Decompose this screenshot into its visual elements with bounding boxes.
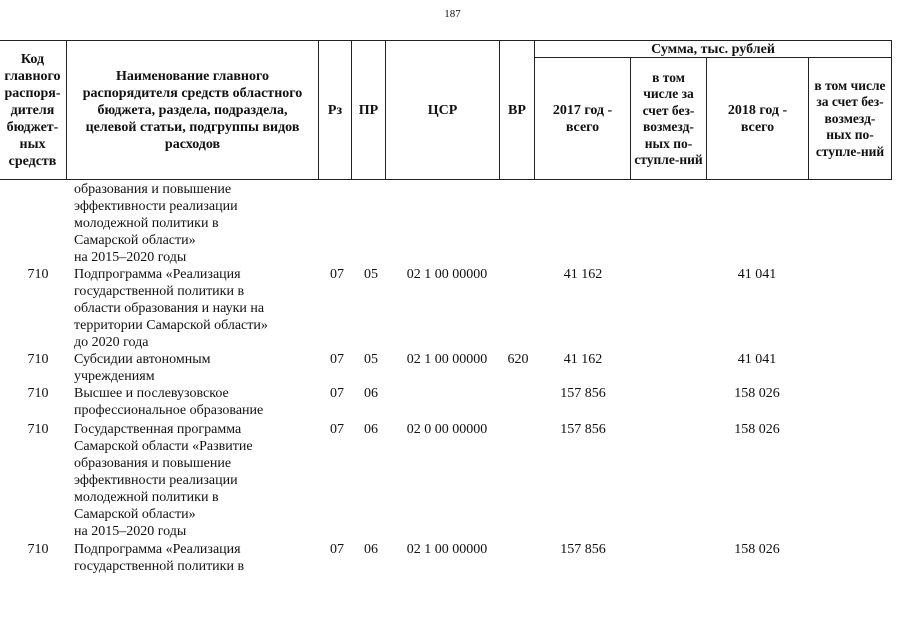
header-code (0, 40, 66, 180)
cell-name: образования и повышение эффективности реализации молодежной политики в Самарской области» на 2015–2020 годы (74, 182, 238, 265)
header-2017-total-text: 2017 год - всего (552, 103, 613, 135)
header-2018-gratuitous (808, 57, 892, 180)
cell-2017-total: 157 856 (560, 542, 606, 557)
header-2017-gratuitous (630, 57, 706, 180)
cell-code: 710 (27, 542, 49, 557)
page-number: 187 (444, 8, 461, 20)
cell-csr: 02 1 00 00000 (406, 352, 488, 367)
cell-2018-total: 41 041 (737, 352, 777, 367)
cell-rz: 07 (330, 422, 344, 437)
cell-vr: 620 (507, 352, 529, 367)
table-header (0, 40, 892, 180)
cell-pr: 05 (364, 352, 378, 367)
header-name-text: Наименование главного распорядителя средств областного бюджета, раздела, подраздела, целевой статьи, подгруппы видов расходов (82, 69, 303, 152)
cell-code: 710 (27, 422, 49, 437)
cell-csr: 02 1 00 00000 (406, 267, 488, 282)
cell-pr: 06 (364, 542, 378, 557)
header-vr-text: ВР (508, 103, 526, 118)
cell-pr: 06 (364, 422, 378, 437)
header-name (66, 40, 318, 180)
cell-name: Подпрограмма «Реализация государственной политики в (74, 542, 245, 574)
header-2018-total (706, 57, 808, 180)
header-rz (318, 40, 351, 180)
header-2017-gratuitous-text: в том числе за счет без-возмезд-ных по-ступле-ний (634, 69, 703, 167)
cell-2018-total: 41 041 (737, 267, 777, 282)
cell-csr: 02 1 00 00000 (406, 542, 488, 557)
cell-rz: 07 (330, 386, 344, 401)
cell-csr: 02 0 00 00000 (406, 422, 488, 437)
header-csr-text: ЦСР (427, 103, 458, 118)
cell-2017-total: 157 856 (560, 422, 606, 437)
header-pr (351, 40, 385, 180)
cell-code: 710 (27, 386, 49, 401)
header-pr-text: ПР (358, 103, 379, 118)
cell-name: Государственная программа Самарской области «Развитие образования и повышение эффективности реализации молодежной политики в Самарской области» на 2015–2020 годы (74, 422, 253, 539)
header-vr (499, 40, 534, 180)
cell-name: Подпрограмма «Реализация государственной политики в области образования и науки на территории Самарской области» до 2020 года (74, 267, 268, 350)
header-code-text: Код главного распоря-дителя бюджет-ных средств (4, 52, 61, 169)
cell-rz: 07 (330, 352, 344, 367)
header-sum-group-text: Сумма, тыс. рублей (651, 41, 775, 57)
cell-name: Высшее и послевузовское профессиональное образование (74, 386, 264, 418)
header-sum-group (534, 40, 892, 57)
cell-2017-total: 41 162 (563, 267, 603, 282)
cell-2017-total: 157 856 (560, 386, 606, 401)
header-2018-total-text: 2018 год - всего (727, 103, 788, 135)
header-bottom-rule (0, 179, 892, 180)
cell-name: Субсидии автономным учреждениям (74, 352, 211, 384)
cell-code: 710 (27, 267, 49, 282)
cell-code: 710 (27, 352, 49, 367)
cell-rz: 07 (330, 542, 344, 557)
header-2017-total (534, 57, 630, 180)
cell-2018-total: 158 026 (734, 422, 780, 437)
header-csr (385, 40, 499, 180)
cell-pr: 06 (364, 386, 378, 401)
cell-2018-total: 158 026 (734, 386, 780, 401)
cell-2017-total: 41 162 (563, 352, 603, 367)
header-2018-gratuitous-text: в том числе за счет без-возмезд-ных по-ступле-ний (814, 77, 886, 159)
cell-rz: 07 (330, 267, 344, 282)
header-rz-text: Рз (327, 103, 343, 118)
cell-2018-total: 158 026 (734, 542, 780, 557)
cell-pr: 05 (364, 267, 378, 282)
